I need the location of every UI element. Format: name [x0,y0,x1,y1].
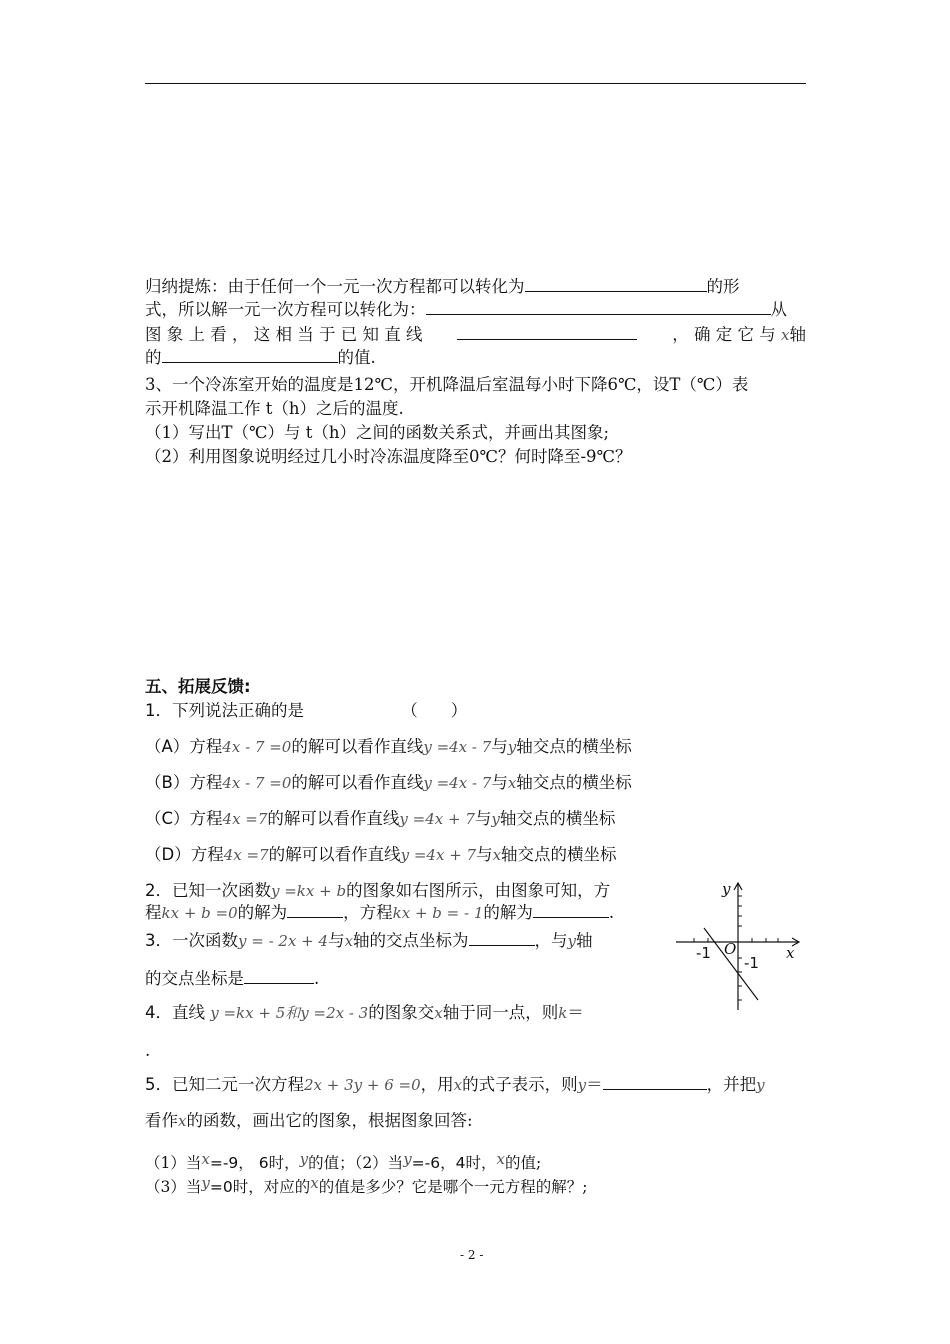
inline-text: x [453,1076,463,1094]
inline-text: 的图象如右图所示，由图象可知，方 [346,881,611,900]
x-axis-label: x [786,944,795,962]
inline-text: ，并把 [706,1075,757,1094]
page-number: - 2 - [460,1248,484,1262]
section5-q4 [145,1002,584,1024]
inline-text: 与 [476,845,493,864]
section5-q1 [145,700,467,722]
inline-text: . [314,969,320,988]
question-3 [145,374,748,468]
inline-text: y [201,1174,210,1192]
inline-text: 轴的交点坐标为 [353,931,469,950]
inline-text: 3．一次函数 [145,931,238,950]
inline-text: 的图象交 [368,1003,435,1022]
inline-text: y [507,738,517,756]
summary-text: 的 [145,348,162,367]
question-3-text: 示开机降温工作 t（h）之后的温度. [145,399,404,418]
option-b[interactable] [145,772,632,794]
inline-text: （B）方程 [145,773,223,792]
inline-text: x [310,1174,319,1192]
inline-text: x [492,846,502,864]
question-3-text: 3、一个冷冻室开始的温度是12℃，开机降温后室温每小时下降6℃，设T（℃）表 [145,375,749,394]
inline-text: 与 [491,737,508,756]
inline-text: y =kx + b [271,882,347,900]
inline-text: 4x =7 [223,846,269,864]
inline-text: （D）方程 [145,845,224,864]
inline-text: （3）当 [145,1178,202,1196]
inline-text: （1）当 [145,1154,202,1172]
neg-x-label: -1 [696,944,711,962]
question-3-sub-2: （2）利用图象说明经过几小时冷冻温度降至0℃？何时降至-9℃？ [145,447,632,466]
inline-text: x [201,1150,210,1168]
summary-text: 式，所以解一元一次方程可以转化为： [145,300,426,319]
inline-text: y =4x + 7 [400,846,477,864]
inline-text: 轴于同一点，则 [442,1003,559,1022]
inline-text: 的交点坐标是 [145,969,244,988]
inline-text: （A）方程 [145,737,223,756]
section5-q2 [145,880,614,924]
inline-text: x [507,774,517,792]
header-rule [145,83,806,84]
blank[interactable] [525,276,707,292]
inline-text: y =kx + 5和y =2x - 3 [210,1004,369,1022]
inline-text: y [756,1076,765,1094]
inline-text: ，方程 [343,903,393,922]
inline-text: 2x + 3y + 6 =0 [304,1076,421,1094]
inline-text: =-6，4时， [411,1154,497,1172]
inline-text: 的解为 [237,903,288,922]
summary-text: 的形 [706,277,740,296]
origin-label: O [724,940,737,958]
option-c[interactable] [145,808,615,830]
inline-text: y =4x + 7 [399,810,475,828]
inline-text: y [299,1150,309,1168]
inline-text: 的值; [504,1154,542,1172]
inline-text: x [178,1112,187,1130]
section5-q3 [145,930,593,952]
question-text: 1．下列说法正确的是 [145,701,304,720]
inline-text: 的值是多少？它是哪个一元方程的解？; [318,1178,588,1196]
linear-function-graph [672,876,806,1018]
blank[interactable] [533,902,609,918]
math-var: x [781,326,790,344]
option-d[interactable] [145,844,617,866]
inline-text: 的函数，画出它的图象，根据图象回答: [186,1111,473,1130]
inline-text: 与 [491,773,508,792]
inline-text: y =4x - 7 [423,774,492,792]
section5-q5-sub1 [145,1148,541,1174]
inline-text: （C）方程 [145,809,223,828]
inline-text: x [434,1004,443,1022]
section5-q5-line2 [145,1110,473,1132]
summary-text: 归纳提炼：由于任何一个一元一次方程都可以转化为 [145,277,525,296]
blank[interactable] [603,1074,707,1090]
inline-text: 的解可以看作直线 [291,773,424,792]
inline-text: 4．直线 [145,1003,205,1022]
blank[interactable] [244,968,314,984]
inline-text: ，与 [534,931,568,950]
inline-text: 4x =7 [222,810,268,828]
inline-text: 轴交点的横坐标 [499,809,616,828]
blank[interactable] [469,930,535,946]
inline-text: 的式子表示，则 [462,1075,578,1094]
inline-text: y [403,1150,412,1168]
inline-text: y = - 2x + 4 [238,932,329,950]
answer-paren[interactable]: （ ） [401,701,468,720]
inline-text: 4x - 7 =0 [222,738,292,756]
blank[interactable] [426,299,771,315]
blank[interactable] [162,347,338,363]
inline-text: x [496,1150,505,1168]
section-5-title: 五、拓展反馈: [145,677,251,696]
inline-text: kx + b = - 1 [392,904,484,922]
inline-text: 的解可以看作直线 [267,809,400,828]
inline-text: 5．已知二元一次方程 [145,1075,304,1094]
question-3-sub-1: （1）写出T（℃）与 t（h）之间的函数关系式，并画出其图象; [145,423,610,442]
inline-text: y [567,932,577,950]
inline-text: ＝ [586,1075,603,1094]
inline-text: 程 [145,903,162,922]
summary-text: 的值. [337,348,376,367]
inline-text: 轴交点的横坐标 [501,845,617,864]
inline-text: 的解为 [483,903,533,922]
inline-text: 的值；（2）当 [308,1154,404,1172]
inline-text: 的解可以看作直线 [268,845,401,864]
summary-text: 图 象 上 看 ， 这 相 当 于 已 知 直 线 [145,325,423,344]
inline-text: k [558,1004,568,1022]
inline-text: 轴交点的横坐标 [516,773,632,792]
inline-text: y =4x - 7 [423,738,492,756]
summary-text: 从 [770,300,787,319]
section5-q5 [145,1074,765,1096]
inline-text: kx + b =0 [161,904,238,922]
inline-text: 2．已知一次函数 [145,881,271,900]
inline-text: . [608,903,615,922]
inline-text: 的解可以看作直线 [291,737,424,756]
inline-text: =0时，对应的 [209,1178,311,1196]
inline-text: 与 [474,809,492,828]
inline-text: 轴交点的横坐标 [516,737,632,756]
summary-paragraph [145,276,806,369]
inline-text: 轴 [576,931,593,950]
section5-q5-sub3 [145,1172,587,1198]
inline-text: y [491,810,500,828]
blank[interactable] [457,324,637,340]
section5-q4-dot: . [145,1041,151,1060]
blank[interactable] [287,902,343,918]
inline-text: ＝ [567,1003,584,1022]
option-a[interactable] [145,736,632,758]
inline-text: y [577,1076,587,1094]
summary-text: 轴 [789,325,806,344]
inline-text: 与 [328,931,345,950]
section5-q3-line2 [145,968,319,990]
inline-text: 看作 [145,1111,178,1130]
inline-text: 4x - 7 =0 [222,774,292,792]
neg-y-label: -1 [744,954,759,972]
summary-text: ， 确 定 它 与 [672,325,776,344]
inline-text: ，用 [420,1075,454,1094]
y-axis-label: y [722,880,731,898]
inline-text: =-9， 6时， [209,1154,300,1172]
inline-text: x [344,932,354,950]
